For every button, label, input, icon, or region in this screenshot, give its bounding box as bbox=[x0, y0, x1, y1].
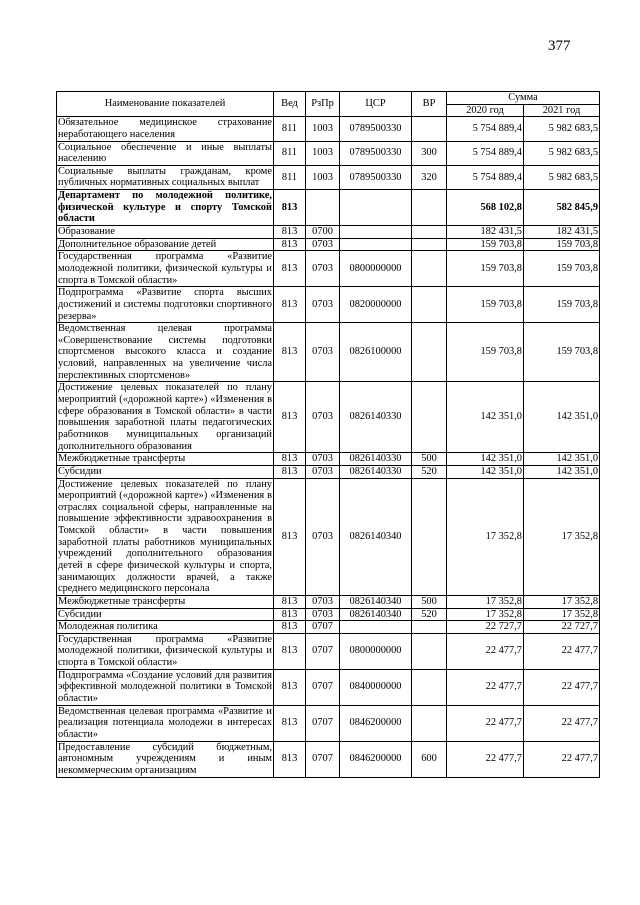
cell-2021: 142 351,0 bbox=[524, 382, 600, 453]
cell-2020: 22 477,7 bbox=[447, 705, 524, 741]
cell-vr bbox=[412, 323, 447, 382]
cell-name: Субсидии bbox=[57, 465, 274, 478]
cell-rzpr bbox=[306, 190, 340, 226]
page-number: 377 bbox=[548, 38, 571, 54]
cell-ved: 813 bbox=[274, 621, 306, 634]
cell-csr: 0789500330 bbox=[340, 117, 412, 141]
table-row bbox=[57, 453, 600, 466]
cell-2020: 5 754 889,4 bbox=[447, 141, 524, 165]
cell-vr bbox=[412, 251, 447, 287]
table-row bbox=[57, 669, 600, 705]
cell-csr: 0826140340 bbox=[340, 478, 412, 595]
cell-vr: 500 bbox=[412, 595, 447, 608]
cell-ved: 813 bbox=[274, 382, 306, 453]
cell-2020: 182 431,5 bbox=[447, 226, 524, 239]
cell-2020: 159 703,8 bbox=[447, 287, 524, 323]
cell-csr: 0800000000 bbox=[340, 251, 412, 287]
cell-ved: 813 bbox=[274, 669, 306, 705]
cell-csr: 0789500330 bbox=[340, 165, 412, 189]
cell-vr bbox=[412, 190, 447, 226]
cell-vr: 500 bbox=[412, 453, 447, 466]
cell-2020: 17 352,8 bbox=[447, 608, 524, 621]
cell-ved: 813 bbox=[274, 741, 306, 777]
cell-csr bbox=[340, 226, 412, 239]
cell-csr bbox=[340, 621, 412, 634]
cell-2020: 5 754 889,4 bbox=[447, 165, 524, 189]
header-vr: ВР bbox=[412, 92, 447, 117]
cell-name: Государственная программа «Развитие молодежной политики, физической культуры и спорта в Томской области» bbox=[58, 251, 272, 286]
cell-vr bbox=[412, 287, 447, 323]
cell-ved: 813 bbox=[274, 323, 306, 382]
cell-vr bbox=[412, 117, 447, 141]
cell-csr bbox=[340, 190, 412, 226]
cell-rzpr: 0703 bbox=[306, 595, 340, 608]
cell-name: Подпрограмма «Развитие спорта высших достижений и системы подготовки спортивного резерва» bbox=[58, 287, 272, 322]
cell-2020: 22 477,7 bbox=[447, 741, 524, 777]
cell-2021: 5 982 683,5 bbox=[524, 165, 600, 189]
header-ved: Вед bbox=[274, 92, 306, 117]
header-csr: ЦСР bbox=[340, 92, 412, 117]
cell-2021: 22 477,7 bbox=[524, 669, 600, 705]
cell-name: Достижение целевых показателей по плану мероприятий («дорожной карте») «Изменения в сфере образования в Томской области» в части повышения заработной платы педагогических работников муниципальных организаций дополнительного образования bbox=[58, 382, 272, 452]
cell-name: Департамент по молодежной политике, физической культуре и спорту Томской области bbox=[58, 190, 272, 225]
cell-rzpr: 1003 bbox=[306, 117, 340, 141]
table-row bbox=[57, 226, 600, 239]
cell-2021: 582 845,9 bbox=[524, 190, 600, 226]
cell-rzpr: 0707 bbox=[306, 741, 340, 777]
cell-vr: 520 bbox=[412, 608, 447, 621]
table-row bbox=[57, 705, 600, 741]
cell-csr: 0789500330 bbox=[340, 141, 412, 165]
cell-name: Ведомственная целевая программа «Развитие и реализация потенциала молодежи в интересах области» bbox=[58, 705, 272, 740]
cell-2021: 159 703,8 bbox=[524, 251, 600, 287]
cell-ved: 813 bbox=[274, 633, 306, 669]
cell-2020: 17 352,8 bbox=[447, 595, 524, 608]
cell-ved: 813 bbox=[274, 287, 306, 323]
cell-rzpr: 1003 bbox=[306, 141, 340, 165]
cell-csr: 0846200000 bbox=[340, 741, 412, 777]
cell-ved: 813 bbox=[274, 465, 306, 478]
cell-name: Достижение целевых показателей по плану мероприятий («дорожной карте») «Изменения в отраслях социальной сферы, направленные на повышение эффективности здравоохранения в Томской области» в части повышения заработной платы работников муниципальных учреждений дополнительного образования детей в сфере физической культуры и спорта, занимающих должности врачей, а также среднего медицинского персонала bbox=[58, 478, 272, 595]
table-row bbox=[57, 251, 600, 287]
header-name: Наименование показателей bbox=[57, 92, 274, 117]
cell-vr: 320 bbox=[412, 165, 447, 189]
cell-rzpr: 0703 bbox=[306, 453, 340, 466]
cell-ved: 813 bbox=[274, 478, 306, 595]
cell-2021: 22 477,7 bbox=[524, 741, 600, 777]
cell-rzpr: 0703 bbox=[306, 478, 340, 595]
table-row bbox=[57, 478, 600, 595]
cell-2021: 142 351,0 bbox=[524, 453, 600, 466]
cell-csr: 0846200000 bbox=[340, 705, 412, 741]
cell-vr bbox=[412, 382, 447, 453]
cell-rzpr: 0703 bbox=[306, 382, 340, 453]
cell-2021: 22 727,7 bbox=[524, 621, 600, 634]
cell-2021: 17 352,8 bbox=[524, 608, 600, 621]
cell-name: Социальные выплаты гражданам, кроме публичных нормативных социальных выплат bbox=[58, 165, 272, 189]
cell-vr: 600 bbox=[412, 741, 447, 777]
cell-ved: 813 bbox=[274, 453, 306, 466]
cell-name: Ведомственная целевая программа «Совершенствование системы подготовки спортсменов высокого класса и создание условий, направленных на увеличение числа перспективных спортсменов» bbox=[58, 323, 272, 381]
cell-rzpr: 0707 bbox=[306, 669, 340, 705]
cell-ved: 813 bbox=[274, 251, 306, 287]
cell-vr bbox=[412, 226, 447, 239]
cell-2021: 5 982 683,5 bbox=[524, 117, 600, 141]
header-2020: 2020 год bbox=[447, 104, 524, 117]
table-row bbox=[57, 382, 600, 453]
cell-name: Социальное обеспечение и иные выплаты населению bbox=[58, 141, 272, 165]
cell-2020: 22 727,7 bbox=[447, 621, 524, 634]
table-row bbox=[57, 621, 600, 634]
cell-name: Обязательное медицинское страхование неработающего населения bbox=[58, 117, 272, 140]
table-row bbox=[57, 608, 600, 621]
cell-2020: 22 477,7 bbox=[447, 669, 524, 705]
cell-rzpr: 0703 bbox=[306, 238, 340, 251]
table-row bbox=[57, 633, 600, 669]
header-summa: Сумма bbox=[447, 92, 600, 105]
table-row bbox=[57, 465, 600, 478]
table-body bbox=[57, 117, 600, 777]
cell-name: Дополнительное образование детей bbox=[57, 238, 274, 251]
cell-csr bbox=[340, 238, 412, 251]
cell-rzpr: 0703 bbox=[306, 323, 340, 382]
cell-name: Молодежная политика bbox=[57, 621, 274, 634]
table-row bbox=[57, 141, 600, 165]
cell-vr bbox=[412, 705, 447, 741]
cell-ved: 813 bbox=[274, 595, 306, 608]
cell-rzpr: 0703 bbox=[306, 608, 340, 621]
cell-2021: 5 982 683,5 bbox=[524, 141, 600, 165]
cell-rzpr: 0703 bbox=[306, 251, 340, 287]
cell-rzpr: 0707 bbox=[306, 633, 340, 669]
header-rzpr: РзПр bbox=[306, 92, 340, 117]
table-row bbox=[57, 190, 600, 226]
cell-csr: 0826140340 bbox=[340, 608, 412, 621]
cell-name: Образование bbox=[57, 226, 274, 239]
cell-2021: 159 703,8 bbox=[524, 238, 600, 251]
cell-vr: 520 bbox=[412, 465, 447, 478]
cell-2021: 22 477,7 bbox=[524, 705, 600, 741]
table-row bbox=[57, 165, 600, 189]
cell-rzpr: 0703 bbox=[306, 465, 340, 478]
cell-ved: 813 bbox=[274, 238, 306, 251]
cell-name: Межбюджетные трансферты bbox=[57, 595, 274, 608]
cell-2020: 142 351,0 bbox=[447, 382, 524, 453]
cell-2020: 159 703,8 bbox=[447, 251, 524, 287]
cell-2020: 17 352,8 bbox=[447, 478, 524, 595]
cell-ved: 811 bbox=[274, 165, 306, 189]
cell-ved: 813 bbox=[274, 608, 306, 621]
table-row bbox=[57, 595, 600, 608]
cell-vr bbox=[412, 669, 447, 705]
cell-2020: 159 703,8 bbox=[447, 238, 524, 251]
cell-2021: 159 703,8 bbox=[524, 323, 600, 382]
cell-csr: 0800000000 bbox=[340, 633, 412, 669]
cell-rzpr: 0707 bbox=[306, 621, 340, 634]
cell-2021: 159 703,8 bbox=[524, 287, 600, 323]
cell-ved: 811 bbox=[274, 117, 306, 141]
cell-2021: 142 351,0 bbox=[524, 465, 600, 478]
cell-csr: 0826140340 bbox=[340, 595, 412, 608]
cell-csr: 0826100000 bbox=[340, 323, 412, 382]
cell-name: Предоставление субсидий бюджетным, автономным учреждениям и иным некоммерческим организациям bbox=[58, 741, 272, 776]
cell-rzpr: 1003 bbox=[306, 165, 340, 189]
cell-csr: 0840000000 bbox=[340, 669, 412, 705]
cell-csr: 0826140330 bbox=[340, 453, 412, 466]
cell-2020: 142 351,0 bbox=[447, 465, 524, 478]
cell-2021: 182 431,5 bbox=[524, 226, 600, 239]
cell-name: Государственная программа «Развитие молодежной политики, физической культуры и спорта в Томской области» bbox=[58, 633, 272, 669]
table-row bbox=[57, 323, 600, 382]
cell-csr: 0826140330 bbox=[340, 465, 412, 478]
table-row bbox=[57, 287, 600, 323]
cell-ved: 813 bbox=[274, 705, 306, 741]
cell-2020: 5 754 889,4 bbox=[447, 117, 524, 141]
cell-vr: 300 bbox=[412, 141, 447, 165]
header-2021: 2021 год bbox=[524, 104, 600, 117]
table-row bbox=[57, 117, 600, 141]
budget-table bbox=[56, 91, 600, 778]
cell-vr bbox=[412, 633, 447, 669]
cell-ved: 813 bbox=[274, 226, 306, 239]
cell-2021: 17 352,8 bbox=[524, 478, 600, 595]
cell-name: Субсидии bbox=[57, 608, 274, 621]
cell-rzpr: 0707 bbox=[306, 705, 340, 741]
cell-rzpr: 0700 bbox=[306, 226, 340, 239]
cell-csr: 0826140330 bbox=[340, 382, 412, 453]
cell-vr bbox=[412, 478, 447, 595]
cell-2020: 568 102,8 bbox=[447, 190, 524, 226]
cell-name: Межбюджетные трансферты bbox=[57, 453, 274, 466]
cell-ved: 811 bbox=[274, 141, 306, 165]
cell-name: Подпрограмма «Создание условий для развития эффективной молодежной политики в Томской области» bbox=[58, 669, 272, 705]
cell-2021: 17 352,8 bbox=[524, 595, 600, 608]
table-row bbox=[57, 238, 600, 251]
cell-2021: 22 477,7 bbox=[524, 633, 600, 669]
cell-2020: 142 351,0 bbox=[447, 453, 524, 466]
cell-ved: 813 bbox=[274, 190, 306, 226]
cell-rzpr: 0703 bbox=[306, 287, 340, 323]
cell-vr bbox=[412, 621, 447, 634]
cell-csr: 0820000000 bbox=[340, 287, 412, 323]
table-row bbox=[57, 741, 600, 777]
cell-2020: 159 703,8 bbox=[447, 323, 524, 382]
cell-2020: 22 477,7 bbox=[447, 633, 524, 669]
cell-vr bbox=[412, 238, 447, 251]
